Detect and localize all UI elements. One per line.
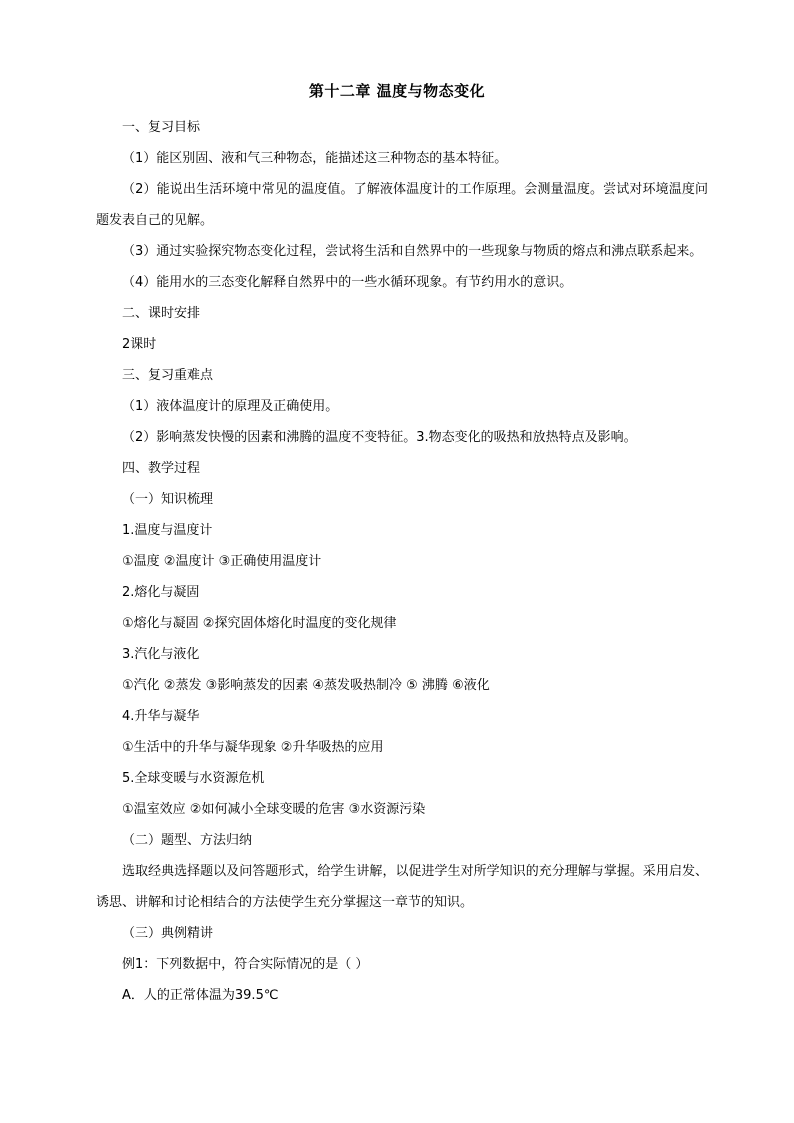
section-heading-goals: 一、复习目标 (122, 120, 201, 135)
topic-title: 1.温度与温度计 (122, 523, 213, 538)
methods-text: 选取经典选择题以及问答题形式，给学生讲解，以促进学生对所学知识的充分理解与掌握。采用启发、诱思、讲解和讨论相结合的方法使学生充分掌握这一章节的知识。 (96, 864, 708, 910)
schedule-text: 2课时 (122, 337, 157, 352)
topic-points: ①温室效应 ②如何减小全球变暖的危害 ③水资源污染 (122, 802, 426, 817)
section-heading-process: 四、教学过程 (122, 461, 201, 476)
subsection-heading-methods: （二）题型、方法归纳 (122, 833, 253, 848)
section-heading-schedule: 二、课时安排 (122, 306, 201, 321)
document-body (96, 112, 708, 1011)
goal-item-2: （2）能说出生活环境中常见的温度值。了解液体温度计的工作原理。会测量温度。尝试对环境温度问题发表自己的见解。 (96, 182, 708, 228)
topic-points: ①熔化与凝固 ②探究固体熔化时温度的变化规律 (122, 616, 397, 631)
section-heading-keypoints: 三、复习重难点 (122, 368, 214, 383)
goal-item-3: （3）通过实验探究物态变化过程，尝试将生活和自然界中的一些现象与物质的熔点和沸点联系起来。 (122, 244, 703, 259)
topic-points: ①汽化 ②蒸发 ③影响蒸发的因素 ④蒸发吸热制冷 ⑤ 沸腾 ⑥液化 (122, 678, 490, 693)
subsection-heading-knowledge: （一）知识梳理 (122, 492, 214, 507)
topic-title: 5.全球变暖与水资源危机 (122, 771, 265, 786)
topic-title: 2.熔化与凝固 (122, 585, 200, 600)
goal-item-1: （1）能区别固、液和气三种物态，能描述这三种物态的基本特征。 (122, 151, 508, 166)
topic-points: ①温度 ②温度计 ③正确使用温度计 (122, 554, 322, 569)
subsection-heading-examples: （三）典例精讲 (122, 926, 214, 941)
topic-points: ①生活中的升华与凝华现象 ②升华吸热的应用 (122, 740, 384, 755)
keypoint-item-1: （1）液体温度计的原理及正确使用。 (122, 399, 339, 414)
example-option-a: A．人的正常体温为39.5℃ (122, 988, 279, 1003)
keypoint-item-2: （2）影响蒸发快慢的因素和沸腾的温度不变特征。3.物态变化的吸热和放热特点及影响。 (122, 430, 637, 445)
topic-title: 3.汽化与液化 (122, 647, 200, 662)
goal-item-4: （4）能用水的三态变化解释自然界中的一些水循环现象。有节约用水的意识。 (122, 275, 573, 290)
page-title: 第十二章 温度与物态变化 (308, 82, 486, 100)
topic-title: 4.升华与凝华 (122, 709, 200, 724)
example-question: 例1：下列数据中，符合实际情况的是（ ） (122, 957, 369, 972)
